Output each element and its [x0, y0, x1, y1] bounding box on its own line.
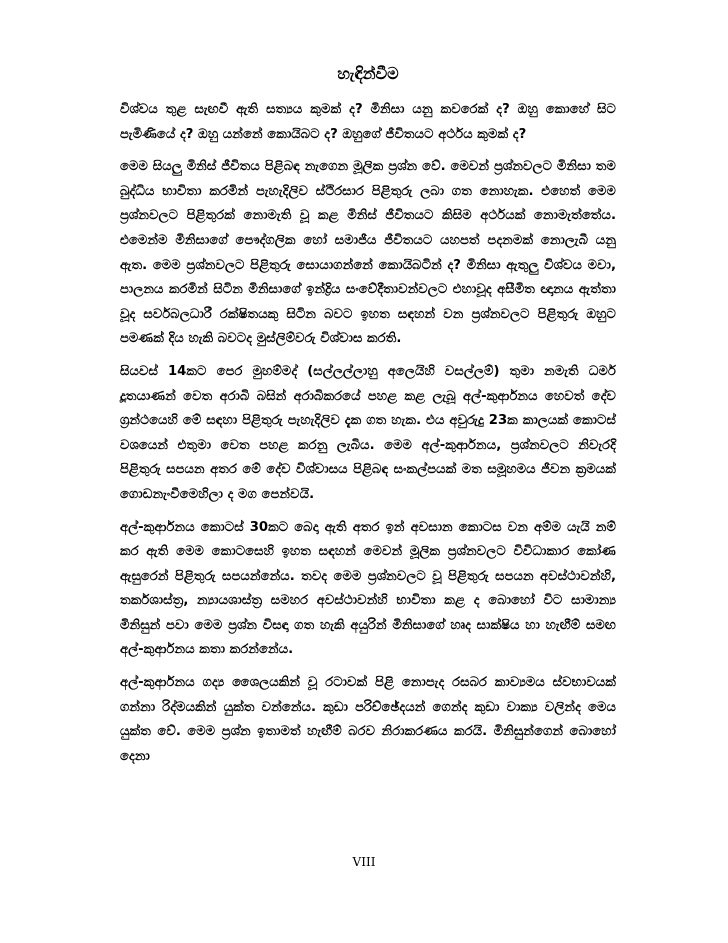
page-content	[120, 62, 616, 777]
page-title: හැඳින්වීම	[337, 64, 399, 83]
paragraph-4: අල්-කුර්ආනය කොටස් 30කට බෙදා ඇති අතර ඉන් අවසාන කොටස වන අම්ම යැයි නම් කර ඇති මෙම කොටසෙහි ඉහත සඳහන් මෙවන් මූලික ප්‍රශ්නවලට විවිධාකාර කෝණ ඇසුරෙන් පිළිතුරු සපයන්නේය. තවද මෙම ප්‍රශ්නවලට වූ පිළිතුරු සපයන අවස්ථාවන්හි, තර්කශාස්ත්‍ර, න්‍යායශාස්ත්‍ර සමහර අවස්ථාවන්හි භාවිතා කළ ද බොහෝ විට සාමාන්‍ය මිනිසුන් පවා මෙම ප්‍රශ්න විසඳා ගත හැකි අයුරින් මිනිසාගේ හෘද සාක්ෂිය හා හැඟීම් සමඟ අල්-කුර්ආනය කතා කරන්නේය.	[120, 519, 616, 658]
paragraph-2: මෙම සියලු මිනිස් ජීවිතය පිළිබඳ නැගෙන මූලික ප්‍රශ්න වේ. මෙවන් ප්‍රශ්නවලට මිනිසා තම බුද්ධිය භාවිතා කරමින් පැහැදිලිව ස්ථිරසාර පිළිතුරු ලබා ගත නොහැක. එහෙත් මෙම ප්‍රශ්නවලට පිළිතුරක් නොමැති වූ කළ මිනිස් ජීවිතයට කිසිම අර්ථයක් නොමැත්තේය. එමෙන්ම මිනිසාගේ පෞද්ගලික හෝ සමාජීය ජීවිතයට යහපත් පදනමක් නොලැබී යනු ඇත. මෙම ප්‍රශ්නවලට පිළිතුරු සොයාගන්නේ කොයිබටින් ද? මිනිසා ඇතුලු විශ්වය මවා, පාලනය කරමින් සිටින මිනිසාගේ ඉන්ද්‍රිය සංවේදීතාවන්වලට එහාවූද අසීමිත ඥානය ඇත්තා වූද සර්වබලධාරී රක්ෂිතයකු සිටින බවට ඉහත සඳහන් වන ප්‍රශ්නවලට පිළිතුරු ඔහුට පමණක් දිය හැකි බවටද මුස්ලිම්වරු විශ්වාස කරති.	[120, 159, 616, 347]
page-number: VIII	[352, 855, 376, 869]
paragraph-5: අල්-කුර්ආනය ගද්‍ය ශෛලයකින් වූ රටාවක් පිළි නොපැද රසබර කාව්‍යමය ස්වභාවයක් ගන්නා රිද්මයකින් යුක්ත වන්නේය. කුඩා පරිච්ඡේදයන් ගෙන්ද කුඩා වාක්‍ය වලින්ද මෙය යුක්ත වේ. මෙම ප්‍රශ්න ඉතාමත් හැඟීම් බරව නිරාකරණය කරයි. මිනිසුන්ගෙන් බොහෝ දෙනා	[120, 675, 616, 764]
paragraph-1: විශ්වය තුළ සැඟවී ඇති සත්‍යය කුමක් ද? මිනිසා යනු කවරෙක් ද? ඔහු කොහේ සිට පැමිණියේ ද? ඔහු යන්නේ කොයිබට ද? ඔහුගේ ජීවිතයට අර්ථය කුමක් ද?	[120, 102, 616, 142]
paragraph-3: සියවස් 14කට පෙර මුහම්මද් (සල්ලල්ලාහු අලෙයිහි වසල්ලම්) තුමා නමැති ධර්ම දූතයාණන් වෙත අරාබි බසින් අරාබිකරයේ පහළ කළ ලැබූ අල්-කුර්ආනය හෙවත් දේව ග්‍රන්ථයෙහි මේ සඳහා පිළිතුරු පැහැදිලිව දැක ගත හැක. එය අවුරුදු 23ක කාලයක් කොටස් වශයෙන් එතුමා වෙත පහළ කරනු ලැබිය. මෙම අල්-කුර්ආනය, ප්‍රශ්නවලට නිවැරදි පිළිතුරු සපයන අතර මේ දේව විශ්වාසය පිළිබඳ සංකල්පයක් මත සමූහමය ජීවන ක්‍රමයක් ගොඩනැංවීමෙහිලා ද මග පෙන්වයි.	[120, 363, 616, 502]
